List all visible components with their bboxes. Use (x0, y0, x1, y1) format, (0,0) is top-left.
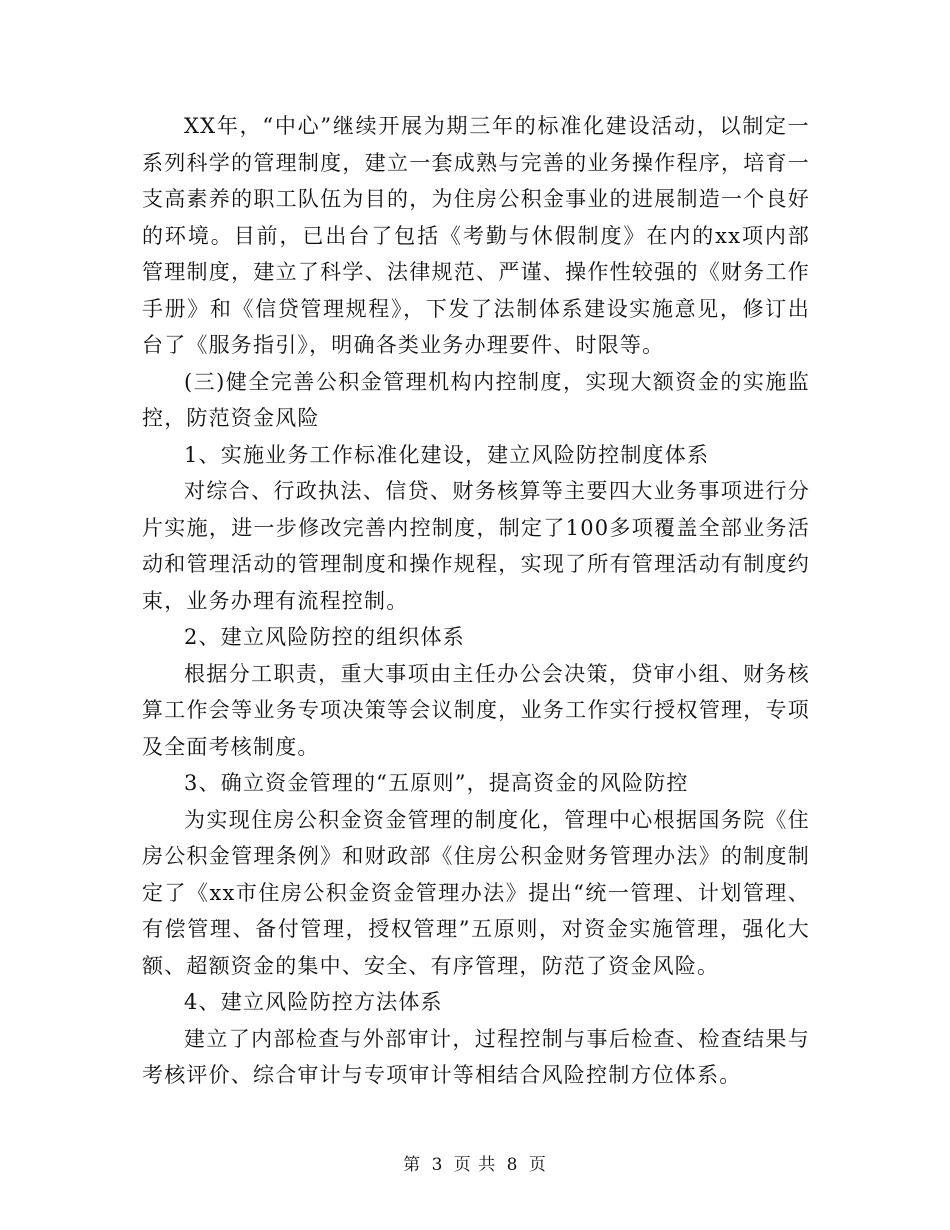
paragraph: 根据分工职责，重大事项由主任办公会决策，贷审小组、财务核算工作会等业务专项决策等会议制度，业务工作实行授权管理，专项及全面考核制度。 (142, 661, 810, 759)
paragraph: 对综合、行政执法、信贷、财务核算等主要四大业务事项进行分片实施，进一步修改完善内控制度，制定了100多项覆盖全部业务活动和管理活动的管理制度和操作规程，实现了所有管理活动有制度约束，业务办理有流程控制。 (142, 479, 810, 613)
subsection-heading: 2、建立风险防控的组织体系 (184, 625, 465, 649)
footer-current-page: 3 (431, 1155, 444, 1175)
subsection-heading: 1、实施业务工作标准化建设，建立风险防控制度体系 (184, 442, 710, 467)
footer-suffix: 页 (528, 1155, 547, 1175)
paragraph: 建立了内部检查与外部审计，过程控制与事后检查、检查结果与考核评价、综合审计与专项审计等相结合风险控制方位体系。 (142, 1026, 810, 1087)
footer-prefix: 第 (403, 1155, 422, 1175)
paragraph: XX年，“中心”继续开展为期三年的标准化建设活动，以制定一系列科学的管理制度，建立一套成熟与完善的业务操作程序，培育一支高素养的职工队伍为目的，为住房公积金事业的进展制造一个良好的环境。目前，已出台了包括《考勤与休假制度》在内的xx项内部管理制度，建立了科学、法律规范、严谨、操作性较强的《财务工作手册》和《信贷管理规程》，下发了法制体系建设实施意见，修订出台了《服务指引》，明确各类业务办理要件、时限等。 (142, 114, 810, 357)
subsection-heading: 4、建立风险防控方法体系 (184, 990, 443, 1014)
page-footer (0, 1150, 950, 1175)
footer-middle: 页 共 (453, 1155, 497, 1175)
section-heading: (三)健全完善公积金管理机构内控制度，实现大额资金的实施监控，防范资金风险 (142, 369, 810, 430)
footer-total-pages: 8 (506, 1155, 519, 1175)
subsection-heading: 3、确立资金管理的“五原则”，提高资金的风险防控 (184, 771, 689, 795)
document-body (142, 108, 810, 1094)
paragraph: 为实现住房公积金资金管理的制度化，管理中心根据国务院《住房公积金管理条例》和财政部《住房公积金财务管理办法》的制度制定了《xx市住房公积金资金管理办法》提出“统一管理、计划管理、有偿管理、备付管理，授权管理”五原则，对资金实施管理，强化大额、超额资金的集中、安全、有序管理，防范了资金风险。 (142, 807, 810, 978)
